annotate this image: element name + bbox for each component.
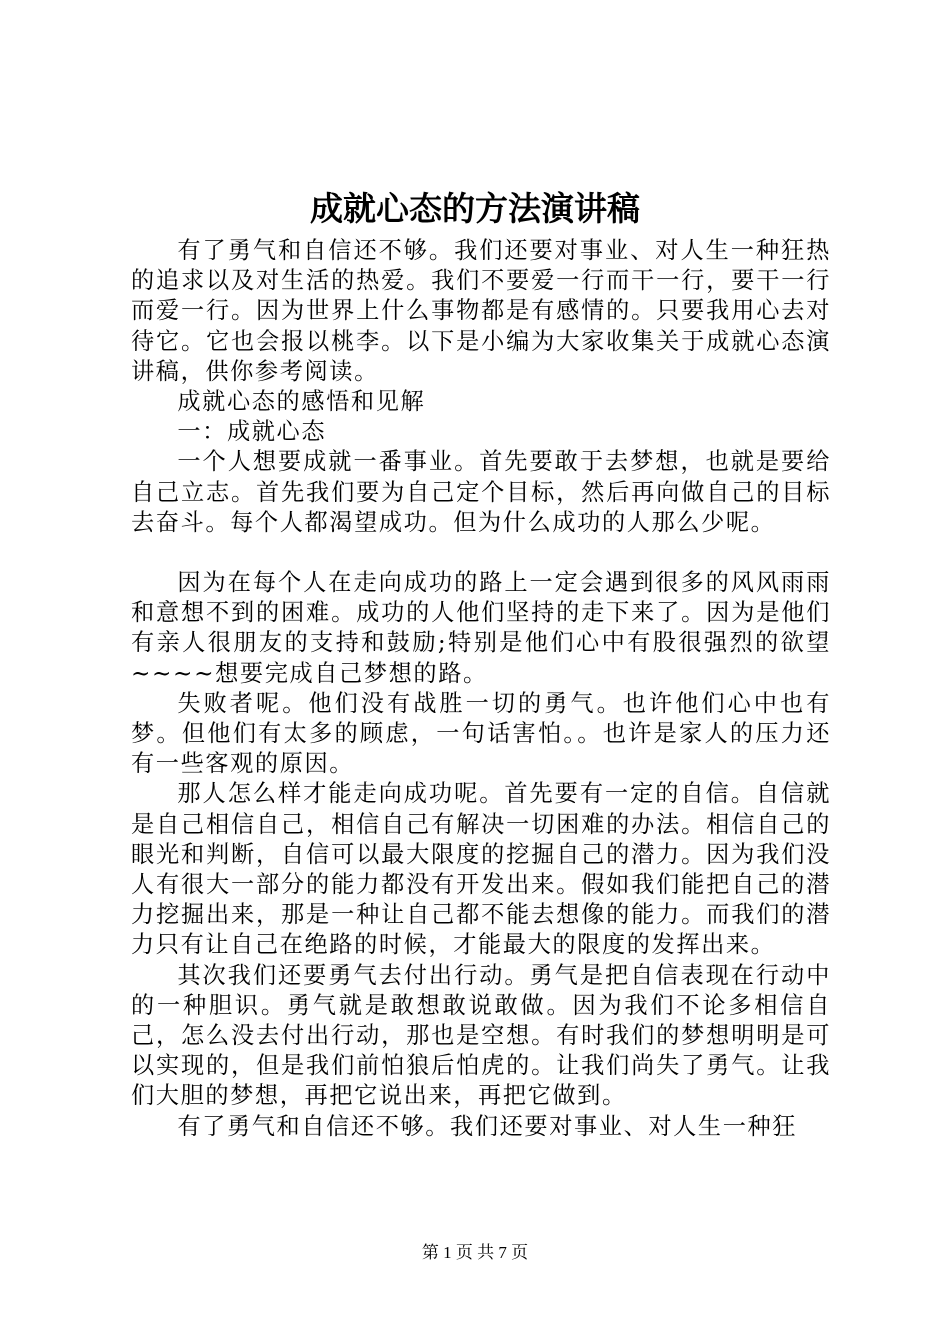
subsection-heading: 一：成就心态 [177, 418, 327, 446]
section-heading: 成就心态的感悟和见解 [177, 388, 426, 416]
paragraph: 因为在每个人在走向成功的路上一定会遇到很多的风风雨雨和意想不到的困难。成功的人他们坚持的走下来了。因为是他们有亲人很朋友的支持和鼓励;特别是他们心中有股很强烈的欲望~~~~想要完成自己梦想的路。 [131, 569, 831, 687]
paragraph: 有了勇气和自信还不够。我们还要对事业、对人生一种狂 [177, 1112, 798, 1140]
paragraph: 失败者呢。他们没有战胜一切的勇气。也许他们心中也有梦。但他们有太多的顾虑，一句话害怕。。也许是家人的压力还有一些客观的原因。 [131, 689, 831, 778]
paragraph: 一个人想要成就一番事业。首先要敢于去梦想，也就是要给自己立志。首先我们要为自己定个目标，然后再向做自己的目标去奋斗。每个人都渴望成功。但为什么成功的人那么少呢。 [131, 448, 831, 536]
paragraph-intro: 有了勇气和自信还不够。我们还要对事业、对人生一种狂热的追求以及对生活的热爱。我们不要爱一行而干一行，要干一行而爱一行。因为世界上什么事物都是有感情的。只要我用心去对待它。它也会报以桃李。以下是小编为大家收集关于成就心态演讲稿，供你参考阅读。 [131, 237, 831, 385]
paragraph: 其次我们还要勇气去付出行动。勇气是把自信表现在行动中的一种胆识。勇气就是敢想敢说敢做。因为我们不论多相信自己，怎么没去付出行动，那也是空想。有时我们的梦想明明是可以实现的，但是我们前怕狼后怕虎的。让我们尚失了勇气。让我们大胆的梦想，再把它说出来，再把它做到。 [131, 961, 831, 1110]
document-body [131, 236, 831, 1142]
paragraph: 那人怎么样才能走向成功呢。首先要有一定的自信。自信就是自己相信自己，相信自己有解决一切困难的办法。相信自己的眼光和判断，自信可以最大限度的挖掘自己的潜力。因为我们没人有很大一部分的能力都没有开发出来。假如我们能把自己的潜力挖掘出来，那是一种让自己都不能去想像的能力。而我们的潜力只有让自己在绝路的时候，才能最大的限度的发挥出来。 [131, 780, 831, 959]
page-number-footer: 第 1 页 共 7 页 [421, 1243, 529, 1262]
document-title: 成就心态的方法演讲稿 [310, 189, 640, 228]
